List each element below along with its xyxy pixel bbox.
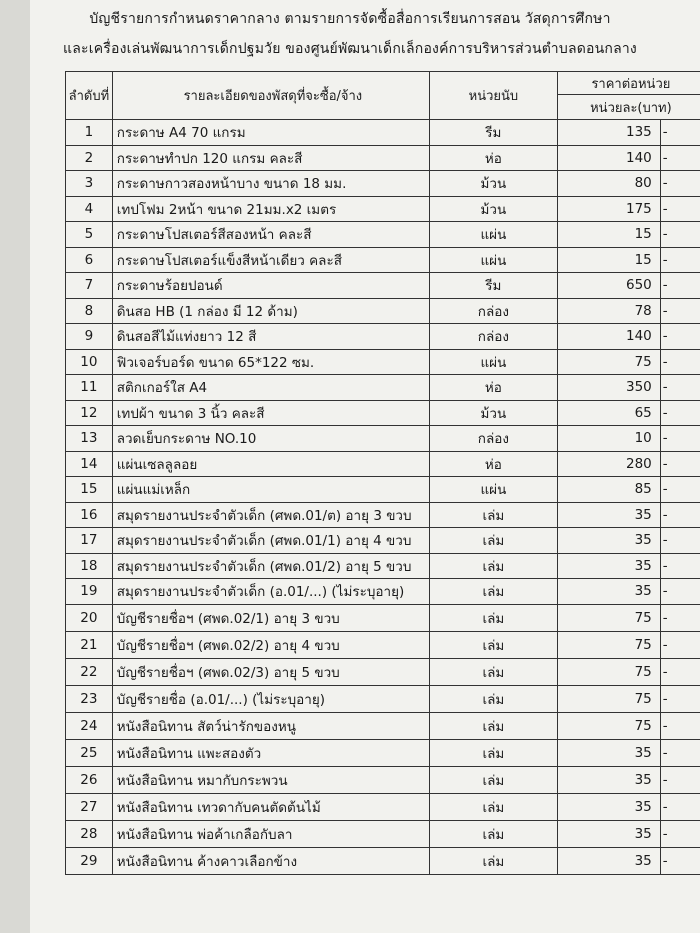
table-row	[66, 528, 700, 554]
row-satang: -	[660, 820, 700, 847]
row-price: 650	[557, 273, 660, 299]
row-unit: ห่อ	[429, 451, 557, 477]
table-row	[66, 631, 700, 658]
row-number: 10	[66, 349, 113, 375]
row-price: 350	[557, 375, 660, 401]
document-title-line-1: บัญชีรายการกำหนดราคากลาง ตามรายการจัดซื้อสื่อการเรียนการสอน วัสดุการศึกษา	[89, 11, 611, 27]
row-description: สมุดรายงานประจำตัวเด็ก (อ.01/...) (ไม่ระบุอายุ)	[112, 579, 429, 605]
table-row	[66, 426, 700, 452]
row-description: กระดาษโปสเตอร์แข็งสีหน้าเดียว คละสี	[112, 247, 429, 273]
table-body	[66, 120, 700, 875]
row-number: 26	[66, 766, 113, 793]
table-row	[66, 766, 700, 793]
table-row	[66, 739, 700, 766]
header-no: ลำดับที่	[66, 72, 113, 120]
table-row	[66, 451, 700, 477]
row-number: 7	[66, 273, 113, 299]
row-satang: -	[660, 273, 700, 299]
row-unit: กล่อง	[429, 298, 557, 324]
row-description: หนังสือนิทาน สัตว์น่ารักของหนู	[112, 712, 429, 739]
table-row	[66, 502, 700, 528]
row-price: 75	[557, 712, 660, 739]
row-price: 35	[557, 793, 660, 820]
table-row	[66, 222, 700, 248]
row-unit: ม้วน	[429, 400, 557, 426]
row-price: 35	[557, 739, 660, 766]
row-price: 35	[557, 553, 660, 579]
table-row	[66, 477, 700, 503]
table-row	[66, 712, 700, 739]
row-price: 15	[557, 247, 660, 273]
row-price: 35	[557, 847, 660, 874]
table-row	[66, 324, 700, 350]
row-number: 2	[66, 145, 113, 171]
row-price: 15	[557, 222, 660, 248]
row-description: หนังสือนิทาน แพะสองตัว	[112, 739, 429, 766]
row-price: 65	[557, 400, 660, 426]
row-price: 280	[557, 451, 660, 477]
row-satang: -	[660, 120, 700, 146]
row-number: 5	[66, 222, 113, 248]
row-price: 80	[557, 171, 660, 197]
row-satang: -	[660, 528, 700, 554]
row-description: หนังสือนิทาน เทวดากับคนตัดต้นไม้	[112, 793, 429, 820]
table-row	[66, 375, 700, 401]
row-description: ดินสอสีไม้แท่งยาว 12 สี	[112, 324, 429, 350]
row-description: หนังสือนิทาน หมากับกระพวน	[112, 766, 429, 793]
row-number: 12	[66, 400, 113, 426]
table-row	[66, 820, 700, 847]
row-price: 10	[557, 426, 660, 452]
table-row	[66, 553, 700, 579]
row-description: แผ่นแม่เหล็ก	[112, 477, 429, 503]
row-number: 16	[66, 502, 113, 528]
row-unit: เล่ม	[429, 631, 557, 658]
table-row	[66, 349, 700, 375]
row-price: 35	[557, 502, 660, 528]
row-price: 140	[557, 145, 660, 171]
row-satang: -	[660, 579, 700, 605]
row-unit: รีม	[429, 273, 557, 299]
row-description: เทปผ้า ขนาด 3 นิ้ว คละสี	[112, 400, 429, 426]
row-satang: -	[660, 553, 700, 579]
row-number: 15	[66, 477, 113, 503]
row-satang: -	[660, 349, 700, 375]
row-number: 22	[66, 658, 113, 685]
row-unit: เล่ม	[429, 847, 557, 874]
row-description: เทปโฟม 2หน้า ขนาด 21มม.x2 เมตร	[112, 196, 429, 222]
price-table	[65, 71, 700, 875]
row-number: 3	[66, 171, 113, 197]
row-unit: เล่ม	[429, 766, 557, 793]
row-number: 13	[66, 426, 113, 452]
row-description: บัญชีรายชื่อฯ (ศพด.02/1) อายุ 3 ขวบ	[112, 604, 429, 631]
row-number: 20	[66, 604, 113, 631]
row-satang: -	[660, 685, 700, 712]
row-number: 18	[66, 553, 113, 579]
row-unit: เล่ม	[429, 739, 557, 766]
row-description: สมุดรายงานประจำตัวเด็ก (ศพด.01/ต) อายุ 3 ขวบ	[112, 502, 429, 528]
row-satang: -	[660, 400, 700, 426]
row-satang: -	[660, 451, 700, 477]
row-unit: เล่ม	[429, 553, 557, 579]
row-description: หนังสือนิทาน ค้างคาวเลือกข้าง	[112, 847, 429, 874]
table-row	[66, 658, 700, 685]
row-number: 4	[66, 196, 113, 222]
row-number: 11	[66, 375, 113, 401]
row-unit: เล่ม	[429, 712, 557, 739]
row-price: 35	[557, 579, 660, 605]
row-satang: -	[660, 196, 700, 222]
row-number: 25	[66, 739, 113, 766]
table-row	[66, 196, 700, 222]
table-row	[66, 247, 700, 273]
row-satang: -	[660, 739, 700, 766]
row-description: สติกเกอร์ใส A4	[112, 375, 429, 401]
header-description: รายละเอียดของพัสดุที่จะซื้อ/จ้าง	[112, 72, 429, 120]
table-row	[66, 685, 700, 712]
table-row	[66, 298, 700, 324]
row-unit: เล่ม	[429, 820, 557, 847]
row-unit: เล่ม	[429, 502, 557, 528]
row-number: 9	[66, 324, 113, 350]
row-unit: แผ่น	[429, 477, 557, 503]
row-description: บัญชีรายชื่อฯ (ศพด.02/3) อายุ 5 ขวบ	[112, 658, 429, 685]
row-description: ดินสอ HB (1 กล่อง มี 12 ด้าม)	[112, 298, 429, 324]
row-satang: -	[660, 171, 700, 197]
row-unit: กล่อง	[429, 426, 557, 452]
row-unit: ห่อ	[429, 145, 557, 171]
row-unit: แผ่น	[429, 349, 557, 375]
row-satang: -	[660, 793, 700, 820]
row-satang: -	[660, 222, 700, 248]
row-price: 75	[557, 604, 660, 631]
row-unit: แผ่น	[429, 247, 557, 273]
row-satang: -	[660, 847, 700, 874]
row-unit: แผ่น	[429, 222, 557, 248]
row-number: 17	[66, 528, 113, 554]
row-unit: เล่ม	[429, 793, 557, 820]
row-satang: -	[660, 658, 700, 685]
row-number: 27	[66, 793, 113, 820]
row-satang: -	[660, 604, 700, 631]
header-unit: หน่วยนับ	[429, 72, 557, 120]
row-number: 21	[66, 631, 113, 658]
row-satang: -	[660, 712, 700, 739]
row-description: กระดาษ A4 70 แกรม	[112, 120, 429, 146]
table-row	[66, 273, 700, 299]
table-row	[66, 579, 700, 605]
table-row	[66, 171, 700, 197]
row-satang: -	[660, 631, 700, 658]
row-description: บัญชีรายชื่อฯ (ศพด.02/2) อายุ 4 ขวบ	[112, 631, 429, 658]
row-description: กระดาษโปสเตอร์สีสองหน้า คละสี	[112, 222, 429, 248]
row-unit: เล่ม	[429, 579, 557, 605]
row-price: 35	[557, 528, 660, 554]
row-unit: กล่อง	[429, 324, 557, 350]
table-row	[66, 400, 700, 426]
row-satang: -	[660, 477, 700, 503]
row-price: 140	[557, 324, 660, 350]
row-satang: -	[660, 324, 700, 350]
row-price: 35	[557, 820, 660, 847]
row-price: 35	[557, 766, 660, 793]
row-number: 19	[66, 579, 113, 605]
row-satang: -	[660, 502, 700, 528]
table-row	[66, 847, 700, 874]
row-description: แผ่นเซลลูลอย	[112, 451, 429, 477]
row-satang: -	[660, 247, 700, 273]
row-price: 75	[557, 631, 660, 658]
row-price: 175	[557, 196, 660, 222]
table-row	[66, 793, 700, 820]
row-price: 78	[557, 298, 660, 324]
row-price: 75	[557, 685, 660, 712]
row-description: ฟิวเจอร์บอร์ด ขนาด 65*122 ซม.	[112, 349, 429, 375]
row-description: กระดาษทำปก 120 แกรม คละสี	[112, 145, 429, 171]
row-unit: ห่อ	[429, 375, 557, 401]
row-number: 6	[66, 247, 113, 273]
row-number: 23	[66, 685, 113, 712]
row-description: กระดาษร้อยปอนด์	[112, 273, 429, 299]
document-title-line-2: และเครื่องเล่นพัฒนาการเด็กปฐมวัย ของศูนย์พัฒนาเด็กเล็กองค์การบริหารส่วนตำบลดอนกลาง	[63, 41, 637, 57]
row-satang: -	[660, 145, 700, 171]
row-description: สมุดรายงานประจำตัวเด็ก (ศพด.01/2) อายุ 5 ขวบ	[112, 553, 429, 579]
row-price: 75	[557, 349, 660, 375]
row-number: 1	[66, 120, 113, 146]
row-unit: เล่ม	[429, 528, 557, 554]
header-price-bottom: หน่วยละ(บาท)	[557, 95, 700, 120]
row-description: สมุดรายงานประจำตัวเด็ก (ศพด.01/1) อายุ 4 ขวบ	[112, 528, 429, 554]
row-number: 28	[66, 820, 113, 847]
row-price: 135	[557, 120, 660, 146]
row-unit: เล่ม	[429, 685, 557, 712]
row-satang: -	[660, 426, 700, 452]
row-unit: รีม	[429, 120, 557, 146]
row-unit: เล่ม	[429, 604, 557, 631]
row-description: หนังสือนิทาน พ่อค้าเกลือกับลา	[112, 820, 429, 847]
row-description: กระดาษกาวสองหน้าบาง ขนาด 18 มม.	[112, 171, 429, 197]
row-satang: -	[660, 298, 700, 324]
row-satang: -	[660, 766, 700, 793]
row-satang: -	[660, 375, 700, 401]
header-price-top: ราคาต่อหน่วย	[557, 72, 700, 95]
row-unit: เล่ม	[429, 658, 557, 685]
row-number: 14	[66, 451, 113, 477]
table-row	[66, 604, 700, 631]
row-description: บัญชีรายชื่อ (อ.01/...) (ไม่ระบุอายุ)	[112, 685, 429, 712]
row-unit: ม้วน	[429, 196, 557, 222]
row-price: 85	[557, 477, 660, 503]
row-number: 29	[66, 847, 113, 874]
row-number: 24	[66, 712, 113, 739]
row-description: ลวดเย็บกระดาษ NO.10	[112, 426, 429, 452]
row-unit: ม้วน	[429, 171, 557, 197]
row-price: 75	[557, 658, 660, 685]
row-number: 8	[66, 298, 113, 324]
table-row	[66, 120, 700, 146]
table-row	[66, 145, 700, 171]
